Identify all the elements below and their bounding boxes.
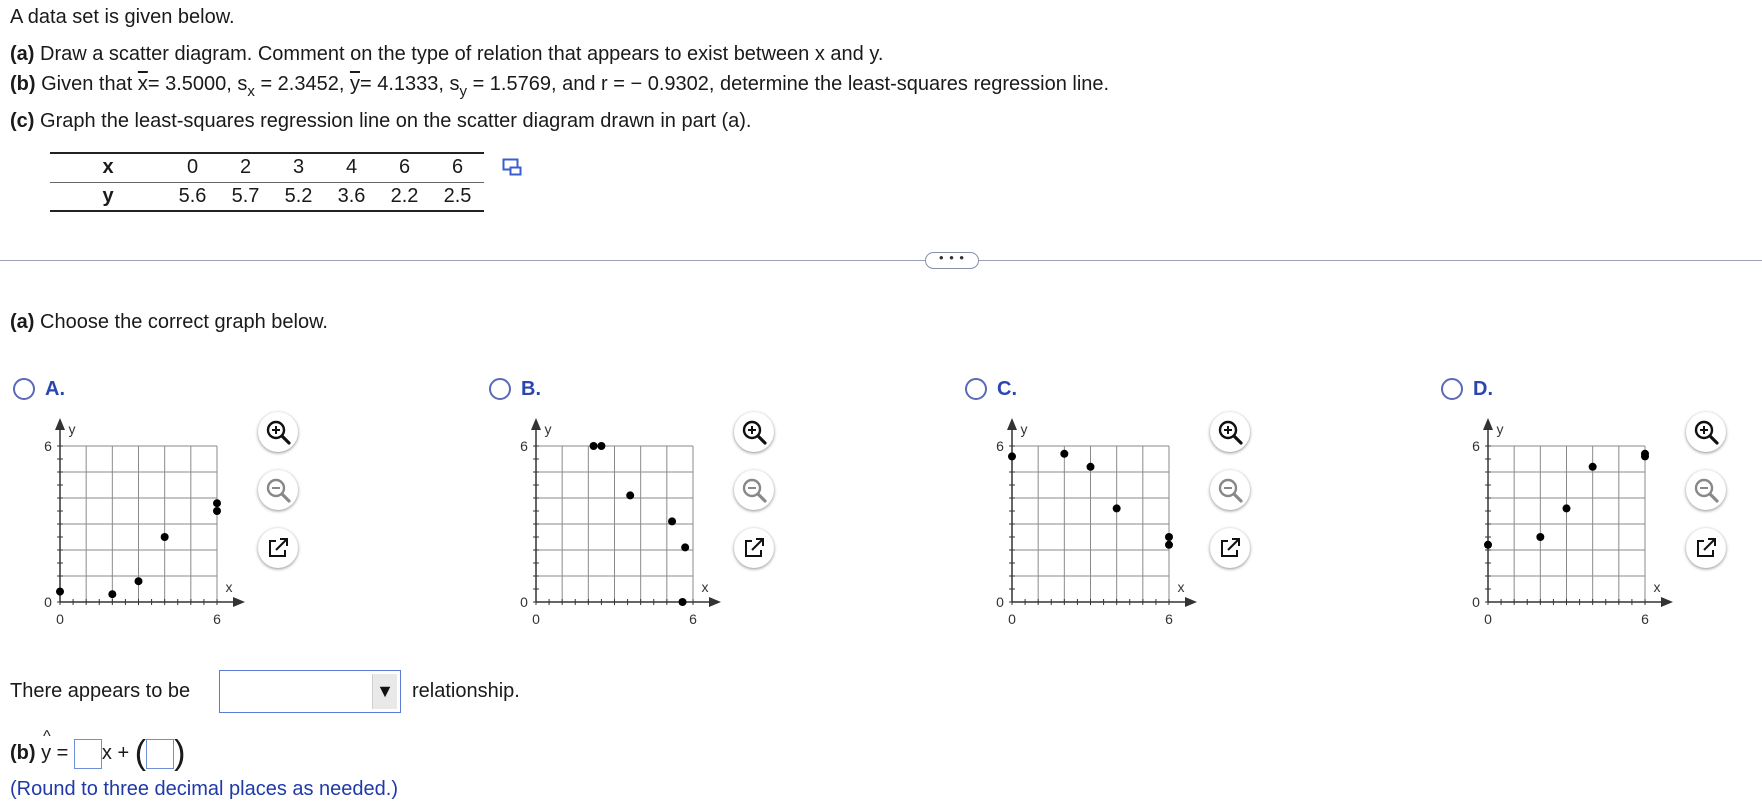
data-point [597, 442, 605, 450]
zoom-out-icon [734, 470, 774, 510]
part-a-question-label: (a) [10, 311, 35, 333]
popout-icon [1686, 528, 1726, 568]
copy-data-icon[interactable] [502, 158, 524, 178]
y-value-6: 2.5 [431, 182, 484, 211]
x-value-3: 3 [272, 153, 325, 182]
option-c-zoom-out-button[interactable] [1210, 470, 1250, 510]
part-a-question [10, 311, 328, 334]
relationship-dropdown[interactable] [219, 670, 401, 713]
data-table [50, 152, 484, 212]
y-tick-label-max: 6 [996, 438, 1004, 454]
zoom-in-icon [1210, 412, 1250, 452]
y-tick-label-max: 6 [520, 438, 528, 454]
y-axis-arrow [1007, 418, 1017, 430]
x-axis-label: x [1177, 579, 1185, 595]
x-bar-value: = 3.5000, s [147, 73, 248, 95]
option-d-zoom-out-button[interactable] [1686, 470, 1726, 510]
relation-suffix: relationship. [412, 680, 520, 702]
data-point [161, 533, 169, 541]
y-tick-label-min: 0 [44, 594, 52, 610]
hat-mark: ^ [43, 727, 51, 745]
data-point [590, 442, 598, 450]
y-tick-label-max: 6 [44, 438, 52, 454]
popout-icon [734, 528, 774, 568]
x-header: x [50, 153, 166, 182]
y-axis-arrow [1483, 418, 1493, 430]
data-point [1060, 450, 1068, 458]
intercept-input[interactable] [146, 739, 174, 769]
data-point [1113, 504, 1121, 512]
x-plus-text: x + [101, 741, 130, 764]
option-c-radio[interactable] [965, 378, 987, 400]
y-header: y [50, 182, 166, 211]
section-divider [0, 260, 1762, 261]
y-axis-label: y [544, 421, 552, 437]
data-point [1536, 533, 1544, 541]
data-point [213, 499, 221, 507]
x-tick-label-max: 6 [1165, 611, 1173, 627]
expand-toggle-button[interactable]: • • • [925, 252, 979, 269]
option-b-zoom-out-button[interactable] [734, 470, 774, 510]
option-b-zoom-in-button[interactable] [734, 412, 774, 452]
part-b-statement [10, 73, 1109, 100]
option-d-popout-button[interactable] [1686, 528, 1726, 568]
relation-prefix: There appears to be [10, 680, 191, 702]
y-bar-value: = 4.1333, s [359, 73, 460, 95]
option-c-zoom-in-button[interactable] [1210, 412, 1250, 452]
option-a-label[interactable]: A. [45, 378, 65, 400]
part-c-label: (c) [10, 110, 35, 132]
y-tick-label-min: 0 [1472, 594, 1480, 610]
y-value-2: 5.7 [219, 182, 272, 211]
data-point [681, 543, 689, 551]
x-tick-label-min: 0 [1008, 611, 1016, 627]
part-a-label: (a) [10, 43, 35, 65]
popout-icon [258, 528, 298, 568]
grid-lines [1488, 446, 1645, 602]
zoom-in-icon [258, 412, 298, 452]
sx-subscript: x [247, 83, 255, 100]
option-b-graph [506, 412, 736, 632]
x-tick-label-max: 6 [213, 611, 221, 627]
x-axis-label: x [701, 579, 709, 595]
table-row-y [50, 182, 484, 211]
zoom-in-icon [1686, 412, 1726, 452]
zoom-out-icon [1210, 470, 1250, 510]
x-axis-arrow [233, 597, 245, 607]
data-point [1008, 452, 1016, 460]
x-axis-arrow [1185, 597, 1197, 607]
y-value-1: 5.6 [166, 182, 219, 211]
y-axis-label: y [1496, 421, 1504, 437]
y-tick-label-max: 6 [1472, 438, 1480, 454]
y-axis-label: y [1020, 421, 1028, 437]
option-b-popout-button[interactable] [734, 528, 774, 568]
data-point [56, 588, 64, 596]
x-bar-symbol: $\overline{x}$ [137, 73, 148, 95]
y-value-5: 2.2 [378, 182, 431, 211]
open-paren: ( [134, 734, 147, 772]
y-tick-label-min: 0 [520, 594, 528, 610]
x-axis-arrow [709, 597, 721, 607]
data-point [213, 507, 221, 515]
option-a-popout-button[interactable] [258, 528, 298, 568]
option-a-radio[interactable] [13, 378, 35, 400]
zoom-in-icon [734, 412, 774, 452]
y-tick-label-min: 0 [996, 594, 1004, 610]
option-b-radio[interactable] [489, 378, 511, 400]
y-axis-arrow [531, 418, 541, 430]
rounding-note: (Round to three decimal places as needed.) [10, 778, 399, 800]
sy-value: = 1.5769, and r = − 0.9302, determine the least-squares regression line. [472, 73, 1110, 95]
data-point [626, 491, 634, 499]
x-value-4: 4 [325, 153, 378, 182]
data-point [1563, 504, 1571, 512]
x-value-5: 6 [378, 153, 431, 182]
data-point [108, 590, 116, 598]
popout-icon [1210, 528, 1250, 568]
part-b-answer-label: (b) [10, 741, 36, 764]
dropdown-arrow-icon: ▼ [372, 674, 397, 709]
option-d-graph [1458, 412, 1688, 632]
y-axis-arrow [55, 418, 65, 430]
x-tick-label-min: 0 [1484, 611, 1492, 627]
data-point [668, 517, 676, 525]
x-axis-label: x [225, 579, 233, 595]
option-d-label[interactable]: D. [1473, 378, 1493, 400]
data-point [135, 577, 143, 585]
part-b-label: (b) [10, 73, 36, 95]
part-c-statement [10, 110, 751, 133]
part-a-question-text: Choose the correct graph below. [40, 311, 328, 333]
slope-input[interactable] [74, 739, 102, 769]
intro-text: A data set is given below. [10, 6, 235, 28]
table-row-x [50, 153, 484, 182]
close-paren: ) [174, 734, 186, 772]
zoom-out-icon [258, 470, 298, 510]
part-b-answer [10, 727, 186, 773]
x-tick-label-max: 6 [1641, 611, 1649, 627]
sx-value: = 2.3452, [260, 73, 345, 95]
equals-sign: = [56, 741, 69, 764]
data-point [679, 598, 687, 606]
x-axis-label: x [1653, 579, 1661, 595]
option-d-zoom-in-button[interactable] [1686, 412, 1726, 452]
data-point [1087, 463, 1095, 471]
data-point [1484, 541, 1492, 549]
x-tick-label-min: 0 [56, 611, 64, 627]
option-b-label[interactable]: B. [521, 378, 541, 400]
part-a-text: Draw a scatter diagram. Comment on the type of relation that appears to exist between x and y. [40, 43, 884, 65]
y-bar-symbol: $\overline{y}$ [349, 73, 360, 95]
data-point [1641, 450, 1649, 458]
x-value-1: 0 [166, 153, 219, 182]
x-axis-arrow [1661, 597, 1673, 607]
x-tick-label-max: 6 [689, 611, 697, 627]
option-a-zoom-out-button[interactable] [258, 470, 298, 510]
x-value-6: 6 [431, 153, 484, 182]
y-axis-label: y [68, 421, 76, 437]
option-a-zoom-in-button[interactable] [258, 412, 298, 452]
option-c-popout-button[interactable] [1210, 528, 1250, 568]
zoom-out-icon [1686, 470, 1726, 510]
part-a-statement [10, 43, 883, 66]
y-hat-symbol [41, 727, 52, 765]
x-value-2: 2 [219, 153, 272, 182]
option-c-graph [982, 412, 1212, 632]
x-tick-label-min: 0 [532, 611, 540, 627]
option-c-label[interactable]: C. [997, 378, 1017, 400]
y-value-4: 3.6 [325, 182, 378, 211]
option-a-graph [30, 412, 260, 632]
part-c-text: Graph the least-squares regression line on the scatter diagram drawn in part (a). [40, 110, 752, 132]
data-point [1165, 541, 1173, 549]
y-hat-letter: y [41, 741, 52, 764]
sy-subscript: y [459, 83, 467, 100]
data-point [1589, 463, 1597, 471]
y-value-3: 5.2 [272, 182, 325, 211]
option-d-radio[interactable] [1441, 378, 1463, 400]
given-text: Given that [41, 73, 133, 95]
data-point [1165, 533, 1173, 541]
